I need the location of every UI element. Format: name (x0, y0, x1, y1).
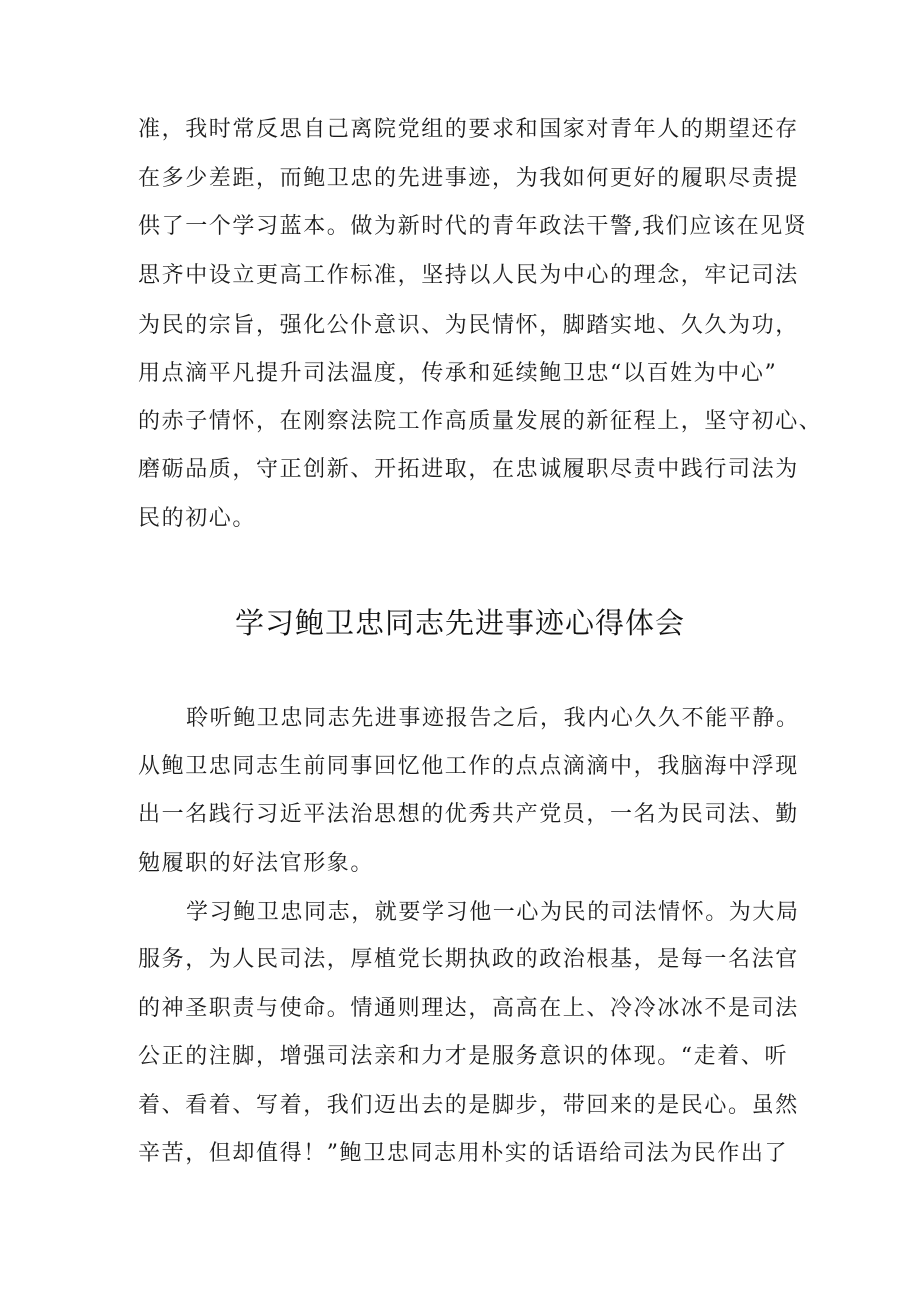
paragraph-1-line: 出一名践行习近平法治思想的优秀共产党员，一名为民司法、勤 (138, 802, 799, 827)
text-line: 思齐中设立更高工作标准，坚持以人民为中心的理念，牢记司法 (138, 263, 799, 288)
text-line: 磨砺品质，守正创新、开拓进取，在忠诚履职尽责中践行司法为 (138, 457, 799, 482)
paragraph-1-line: 聆听鲍卫忠同志先进事迹报告之后，我内心久久不能平静。 (186, 706, 800, 731)
text-line: 民的初心。 (138, 506, 257, 531)
paragraph-2-line: 辛苦，但却值得！”鲍卫忠同志用朴实的话语给司法为民作出了 (138, 1141, 789, 1166)
paragraph-2-line: 学习鲍卫忠同志，就要学习他一心为民的司法情怀。为大局 (186, 900, 800, 925)
paragraph-1-line: 勉履职的好法官形象。 (138, 851, 375, 876)
text-line: 用点滴平凡提升司法温度，传承和延续鲍卫忠“以百姓为中心” (138, 361, 778, 386)
text-line: 准，我时常反思自己离院党组的要求和国家对青年人的期望还存 (138, 117, 799, 142)
paragraph-2-line: 公正的注脚，增强司法亲和力才是服务意识的体现。“走着、听 (138, 1044, 789, 1069)
text-line: 在多少差距，而鲍卫忠的先进事迹，为我如何更好的履职尽责提 (138, 166, 799, 191)
paragraph-2-line: 的神圣职责与使命。情通则理达，高高在上、冷冷冰冰不是司法 (138, 996, 799, 1021)
paragraph-2-line: 着、看着、写着，我们迈出去的是脚步，带回来的是民心。虽然 (138, 1093, 799, 1118)
paragraph-1-line: 从鲍卫忠同志生前同事回忆他工作的点点滴滴中，我脑海中浮现 (138, 754, 799, 779)
text-line: 的赤子情怀，在刚察法院工作高质量发展的新征程上，坚守初心、 (138, 409, 823, 434)
text-line: 供了一个学习蓝本。做为新时代的青年政法干警,我们应该在见贤 (138, 214, 808, 239)
paragraph-2-line: 服务，为人民司法，厚植党长期执政的政治根基，是每一名法官 (138, 947, 799, 972)
text-line: 为民的宗旨，强化公仆意识、为民情怀，脚踏实地、久久为功， (138, 313, 799, 338)
article-title: 学习鲍卫忠同志先进事迹心得体会 (234, 606, 685, 640)
